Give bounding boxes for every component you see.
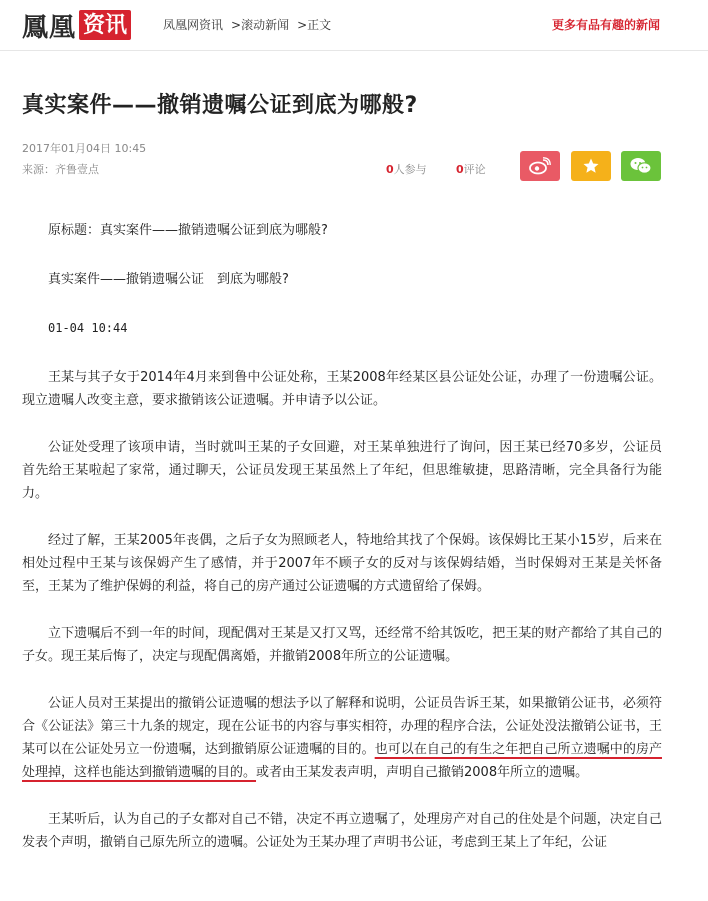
comments-count: 0 xyxy=(456,163,464,176)
paragraph-text: 公证人员对王某提出的撤销公证遗嘱的想法予以了解释和说明，公证员告诉王某，如果撤销公证书，必须符合《公证法》第三十九条的规定，现在公证书的内容与事实相符，办理的程序合法，公证处没法撤销公证书，王某可以在公证处另立一份遗嘱，达到撤销原公证遗嘱的目的。 xyxy=(22,696,662,757)
weibo-icon xyxy=(529,157,551,175)
breadcrumb xyxy=(163,16,331,33)
article-datetime: 2017年01月04日 10:45 xyxy=(22,142,147,155)
article-paragraph: 王某听后，认为自己的子女都对自己不错，决定不再立遗嘱了，处理房产对自己的住处是个问题，决定自己发表个声明，撤销自己原先所立的遗嘱。公证处为王某办理了声明书公证，考虑到王某上了年纪，公证 xyxy=(22,812,662,850)
share-wechat-button[interactable] xyxy=(621,151,661,181)
article-paragraph: 真实案件——撤销遗嘱公证 到底为哪般? xyxy=(48,272,289,287)
article-body xyxy=(22,219,662,878)
participants-count: 0 xyxy=(386,163,394,176)
participants-label: 人参与 xyxy=(393,163,427,176)
breadcrumb-item-article: >正文 xyxy=(297,18,332,32)
site-header xyxy=(0,0,708,51)
article-source: 来源：齐鲁壹点 xyxy=(22,163,99,176)
wechat-icon xyxy=(630,157,652,175)
article-paragraph: 公证处受理了该项申请，当时就叫王某的子女回避，对王某单独进行了询问，因王某已经70多岁，公证员首先给王某啦起了家常，通过聊天，公证员发现王某虽然上了年纪，但思维敏捷，思路清晰，完全具备行为能力。 xyxy=(22,440,662,501)
more-news-link[interactable]: 更多有品有趣的新闻 xyxy=(551,18,660,32)
paragraph-text: 或者由王某发表声明，声明自己撤销2008年所立的遗嘱。 xyxy=(256,765,589,780)
article-title: 真实案件——撤销遗嘱公证到底为哪般? xyxy=(22,93,418,118)
logo-wordmark: 鳳凰 xyxy=(22,12,77,43)
article-paragraph: 王某与其子女于2014年4月来到鲁中公证处称，王某2008年经某区县公证处公证，办理了一份遗嘱公证。现立遗嘱人改变主意，要求撤销该公证遗嘱。并申请予以公证。 xyxy=(22,370,662,408)
comments-label: 评论 xyxy=(463,163,486,176)
article-paragraph: 原标题：真实案件——撤销遗嘱公证到底为哪般? xyxy=(48,223,328,238)
logo-badge: 资讯 xyxy=(79,10,131,40)
article-paragraph: 立下遗嘱后不到一年的时间，现配偶对王某是又打又骂，还经常不给其饭吃，把王某的财产都给了其自己的子女。现王某后悔了，决定与现配偶离婚，并撤销2008年所立的公证遗嘱。 xyxy=(22,626,662,664)
star-icon xyxy=(582,157,600,175)
favorite-button[interactable] xyxy=(571,151,611,181)
breadcrumb-item-rolling-news[interactable]: >滚动新闻 xyxy=(231,18,290,32)
comments-counter[interactable] xyxy=(456,161,486,177)
participants-counter[interactable] xyxy=(386,161,427,177)
ifeng-logo[interactable] xyxy=(22,9,131,41)
share-weibo-button[interactable] xyxy=(520,151,560,181)
breadcrumb-item-home[interactable]: 凤凰网资讯 xyxy=(163,18,224,32)
article-paragraph: 经过了解，王某2005年丧偶，之后子女为照顾老人，特地给其找了个保姆。该保姆比王某小15岁，后来在相处过程中王某与该保姆产生了感情，并于2007年不顾子女的反对与该保姆结婚，当时保姆对王某是关怀备至，王某为了维护保姆的利益，将自己的房产通过公证遗嘱的方式遗留给了保姆。 xyxy=(22,533,662,594)
highlighted-text: 也可以在自己的有生之年把自己所立遗嘱中的房产处理掉，这样也能达到撤销遗嘱的目的。 xyxy=(22,742,662,780)
article-paragraph: 01-04 10:44 xyxy=(48,321,128,335)
article-paragraph xyxy=(22,692,662,784)
